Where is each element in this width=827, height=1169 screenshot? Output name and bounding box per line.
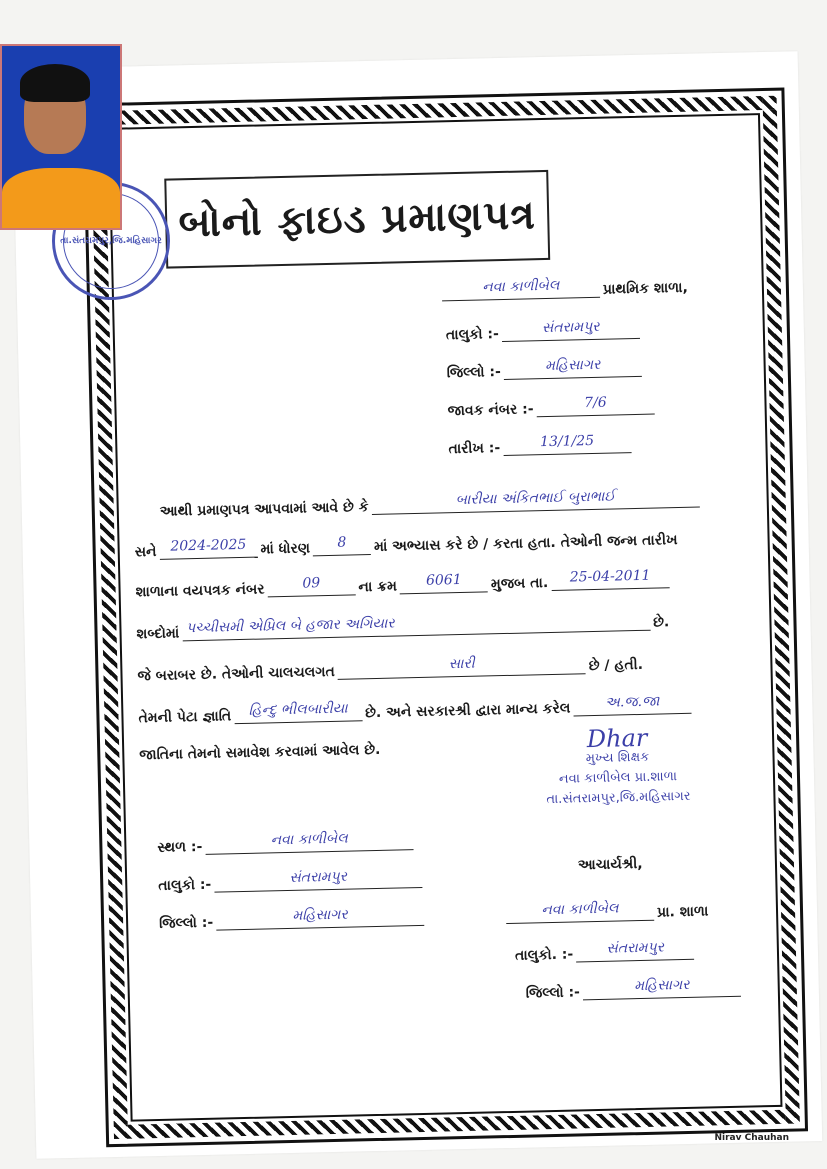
- certificate-content: [108, 113, 782, 1122]
- words-row: [133, 609, 672, 642]
- place-district-row: [156, 905, 424, 932]
- taluka-value: સંતરામપુર: [502, 318, 640, 342]
- photo-shirt: [2, 168, 120, 228]
- certificate-title: બોનો ફાઇડ પ્રમાણપત્ર: [178, 192, 537, 247]
- principal-title: આચાર્યશ્રી,: [577, 855, 643, 874]
- year-value: 2024-2025: [159, 537, 257, 560]
- dob-value: 25-04-2011: [551, 567, 669, 591]
- district-label: જિલ્લો :-: [446, 364, 501, 382]
- taluka-label: તાલુકો :-: [445, 326, 500, 344]
- intro-row: [157, 487, 700, 520]
- outward-label: જાવક નંબર :-: [447, 401, 534, 420]
- student-photo: [0, 44, 122, 230]
- closing-text: જાતિના તેમનો સમાવેશ કરવામાં આવેલ છે.: [139, 741, 381, 764]
- title-box: [164, 170, 550, 269]
- taluka-row: [443, 318, 640, 343]
- register-row: [132, 567, 669, 600]
- photo-hair: [20, 64, 90, 102]
- principal-taluka-label: તાલુકો. :-: [514, 946, 574, 964]
- dob-label: મુજબ તા.: [490, 575, 549, 593]
- student-name-value: બારીયા અંકિતભાઈ બુરાભાઈ: [371, 487, 699, 515]
- words-value: પચ્ચીસમી એપ્રિલ બે હજાર અગિયાર: [182, 610, 650, 642]
- place-district-value: મહિસાગર: [216, 905, 424, 931]
- conduct-prefix: જે બરાબર છે. તેઓની ચાલચલગત: [137, 663, 335, 685]
- principal-taluka-row: [512, 939, 695, 964]
- caste-prefix: તેમની પેટા જ્ઞાતિ: [138, 708, 232, 727]
- principal-school-value: નવા કાળીબેલ: [506, 900, 654, 924]
- place-value: નવા કાળીબેલ: [205, 829, 413, 855]
- principal-school-suffix: પ્રા. શાળા: [656, 903, 709, 921]
- place-district-label: જિલ્લો :-: [158, 914, 214, 932]
- caste-mid: છે. અને સરકારશ્રી દ્વારા માન્ય કરેલ: [364, 700, 571, 722]
- date-row: [445, 432, 631, 457]
- headmaster-stamp: [522, 723, 714, 810]
- principal-district-value: મહિસાગર: [583, 976, 741, 1001]
- words-end: છે.: [652, 614, 670, 631]
- school-suffix: પ્રાથમિક શાળા,: [602, 279, 689, 298]
- seal-text: તા.સંતરામપુર,જિ.મહિસાગર: [60, 236, 162, 246]
- year-row: [131, 527, 680, 560]
- district-row: [443, 356, 641, 381]
- category-value: અ.જ.જા: [573, 693, 691, 717]
- place-taluka-label: તાલુકો :-: [158, 876, 212, 894]
- words-label: શબ્દોમાં: [136, 625, 180, 643]
- date-value: 13/1/25: [503, 432, 631, 456]
- principal-school-row: [506, 898, 712, 924]
- register-value: 09: [267, 574, 355, 597]
- serial-value: 6061: [400, 571, 488, 594]
- principal-taluka-value: સંતરામપુર: [576, 939, 694, 963]
- conduct-end: છે / હતી.: [588, 656, 644, 675]
- school-name-row: [442, 275, 691, 302]
- stamp-line-2: નવા કાળીબેલ પ્રા.શાળા: [558, 769, 678, 787]
- place-taluka-value: સંતરામપુર: [214, 867, 422, 893]
- principal-title-row: [575, 856, 646, 874]
- principal-district-label: જિલ્લો :-: [525, 984, 581, 1002]
- outward-value: 7/6: [536, 394, 654, 418]
- serial-label: ના ક્રમ: [358, 578, 398, 596]
- std-label: માં ધોરણ: [260, 540, 311, 558]
- conduct-row: [134, 652, 646, 685]
- std-value: 8: [313, 534, 371, 556]
- closing-row: [136, 742, 383, 764]
- outward-row: [444, 394, 654, 420]
- place-label: સ્થળ :-: [157, 838, 203, 856]
- place-taluka-row: [155, 867, 422, 894]
- study-text: માં અભ્યાસ કરે છે / કરતા હતા. તેઓની જન્મ તારીખ: [373, 532, 678, 555]
- year-prefix: સને: [134, 543, 157, 561]
- intro-text: આથી પ્રમાણપત્ર આપવામાં આવે છે કે: [159, 499, 369, 520]
- stamp-line-3: તા.સંતરામપુર,જિ.મહિસાગર: [546, 788, 691, 808]
- stamp-line-1: મુખ્ય શિક્ષક: [585, 749, 650, 767]
- date-label: તારીખ :-: [448, 440, 501, 458]
- conduct-value: સારી: [337, 653, 585, 680]
- district-value: મહિસાગર: [504, 356, 642, 380]
- caste-value: હિન્દુ ભીલબારીયા: [234, 700, 362, 724]
- school-name-value: નવા કાળીબેલ: [442, 277, 600, 302]
- caste-row: [135, 693, 691, 727]
- register-label: શાળાના વયપત્રક નંબર: [135, 581, 265, 601]
- place-row: [154, 829, 413, 856]
- scanner-name: Nirav Chauhan: [714, 1133, 789, 1143]
- principal-district-row: [523, 976, 741, 1002]
- signature: Dhar: [586, 723, 648, 754]
